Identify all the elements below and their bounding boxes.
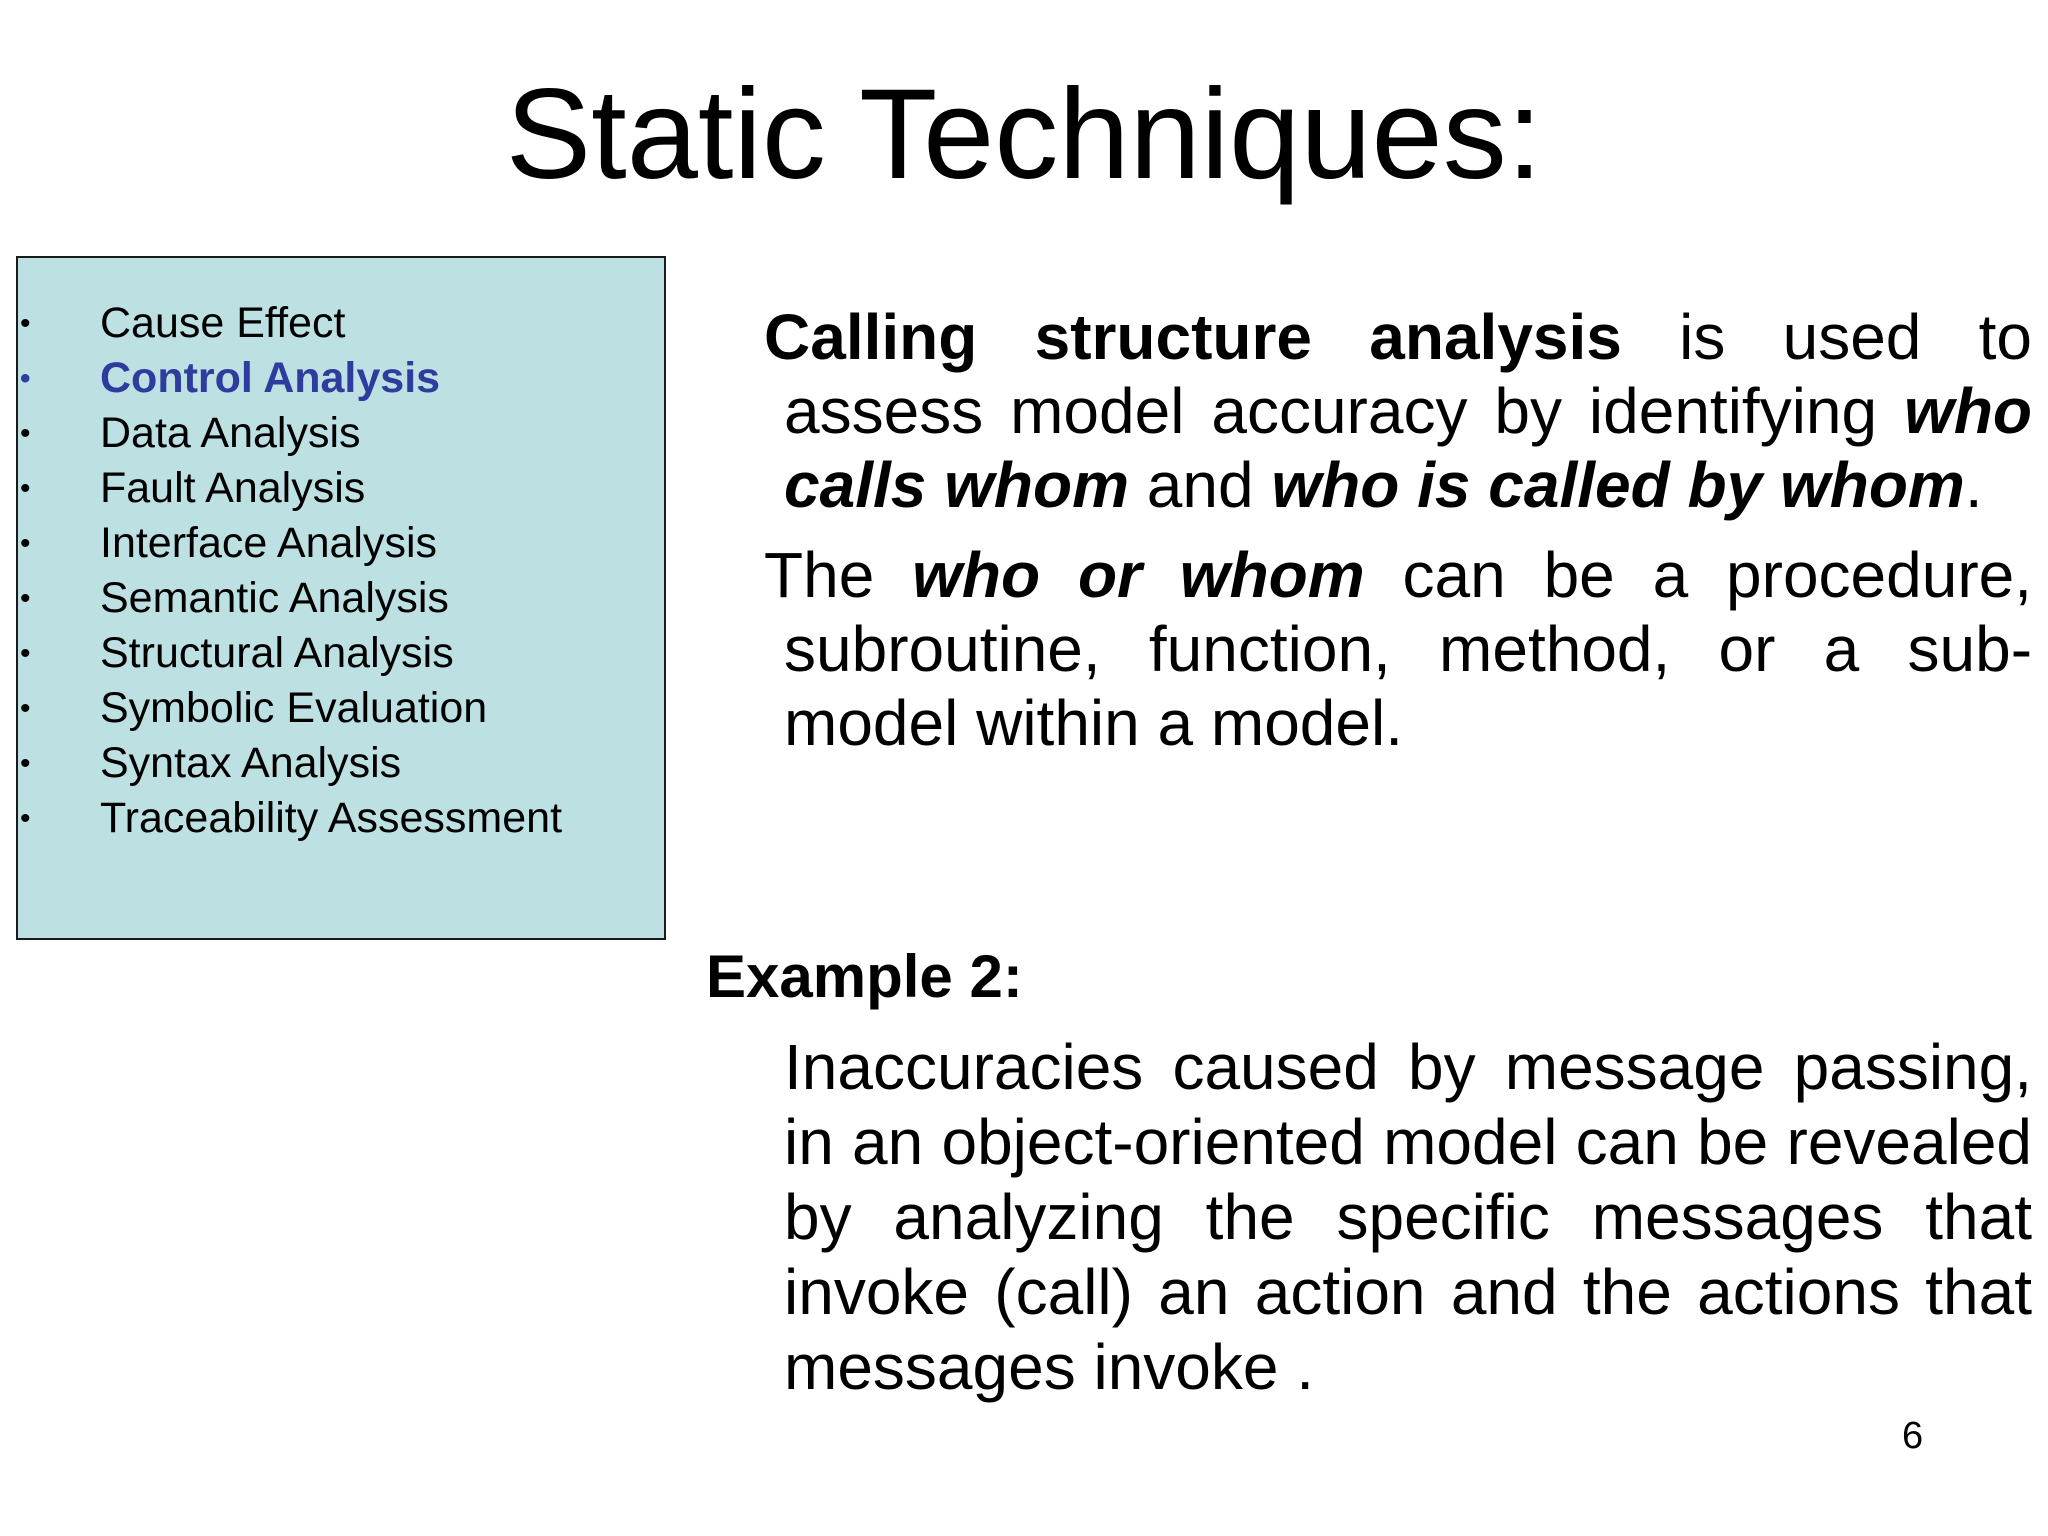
bullet-icon: • <box>20 692 31 725</box>
para1-text-a: is used to assess model accuracy by identifying <box>784 301 2032 447</box>
emphasis-who-or-whom: who or whom <box>912 539 1365 611</box>
list-item-label: Structural Analysis <box>100 629 454 677</box>
bullet-icon: • <box>20 472 31 505</box>
para1-text-c: . <box>1964 449 1983 521</box>
term-calling-structure-analysis: Calling structure analysis <box>764 301 1622 373</box>
para2-text-b: can be a procedure, subroutine, function, method, or a sub-model within a model. <box>784 539 2033 759</box>
bullet-icon: • <box>20 582 31 615</box>
main-content <box>764 300 2032 760</box>
list-item-label: Interface Analysis <box>100 519 438 567</box>
page-number: 6 <box>1902 1415 1924 1457</box>
emphasis-who-calls-whom: who calls whom <box>784 375 2032 521</box>
bullet-icon: • <box>20 637 31 670</box>
bullet-icon: • <box>20 802 31 835</box>
list-item-label: Symbolic Evaluation <box>100 684 488 732</box>
calling-structure-paragraph <box>764 300 2032 522</box>
bullet-icon: • <box>20 307 31 340</box>
bullet-icon: • <box>20 362 31 395</box>
list-item-label: Syntax Analysis <box>100 739 402 787</box>
list-item-label: Semantic Analysis <box>100 574 449 622</box>
list-item-label: Data Analysis <box>100 409 361 457</box>
list-item-label: Control Analysis <box>100 354 441 402</box>
bullet-icon: • <box>20 527 31 560</box>
bullet-icon: • <box>20 747 31 780</box>
list-item-label: Fault Analysis <box>100 464 366 512</box>
para1-text-b: and <box>1129 449 1272 521</box>
bullet-icon: • <box>20 417 31 450</box>
para2-text-a: The <box>764 539 913 611</box>
slide-title: Static Techniques: <box>505 63 1543 206</box>
list-item-label: Cause Effect <box>100 299 346 347</box>
list-item-label: Traceability Assessment <box>100 794 563 842</box>
emphasis-who-is-called-by-whom: who is called by whom <box>1271 449 1965 521</box>
who-or-whom-paragraph <box>764 538 2032 760</box>
techniques-list-box <box>16 256 666 940</box>
example-body: Inaccuracies caused by message passing, in an object-oriented model can be revealed by analyzing the specific messages that invoke (call) an action and the actions that messages invoke . <box>784 1031 2032 1403</box>
example-heading: Example 2: <box>706 943 1023 1010</box>
